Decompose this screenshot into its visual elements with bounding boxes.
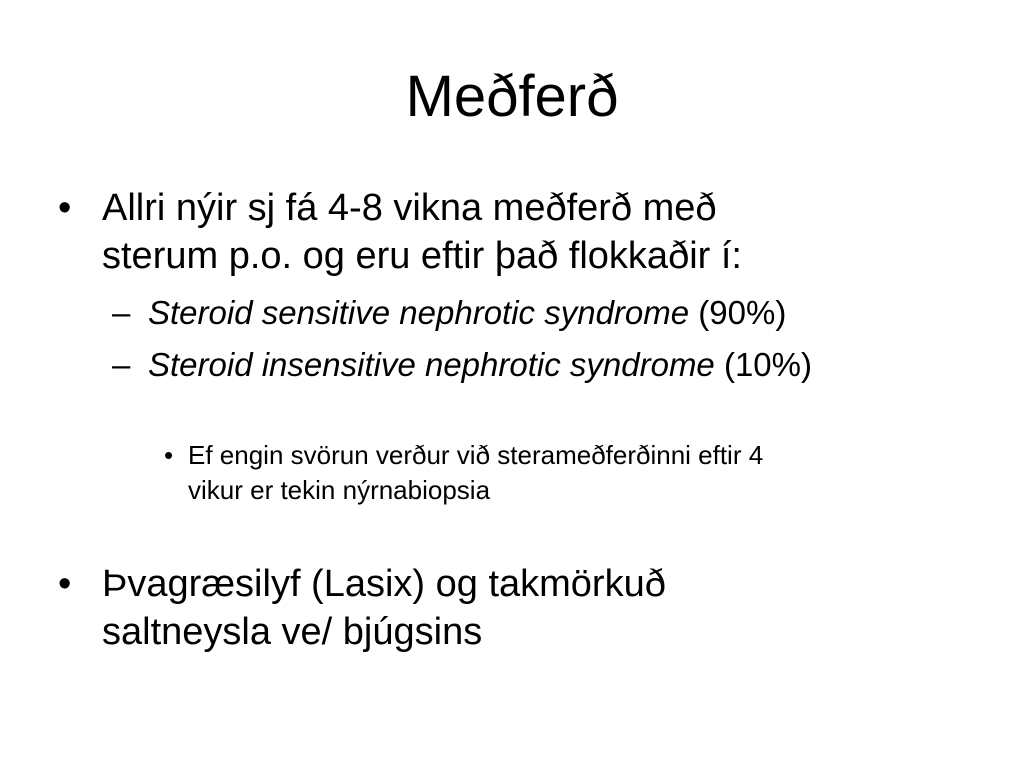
slide-title: Meðferð (405, 64, 619, 129)
subsub-line: Ef engin svörun verður við sterameðferðinni eftir 4 (188, 440, 764, 470)
dash-marker: – (112, 346, 131, 383)
dash-marker: – (112, 294, 131, 331)
bullet-line: sterum p.o. og eru eftir það flokkaðir í: (102, 235, 742, 277)
subitem-steroid-insensitive (112, 344, 992, 386)
subsub-item-biopsy (164, 438, 964, 508)
bullet-line: saltneysla ve/ bjúgsins (102, 611, 483, 653)
bullet-marker: • (58, 563, 72, 605)
bullet-line: Allri nýir sj fá 4-8 vikna meðferð með (102, 187, 717, 229)
subsub-line: vikur er tekin nýrnabiopsia (188, 475, 491, 505)
bullet-marker: • (164, 440, 174, 470)
syndrome-name: Steroid insensitive nephrotic syndrome (148, 346, 715, 383)
syndrome-name: Steroid sensitive nephrotic syndrome (148, 294, 690, 331)
syndrome-percentage: (90%) (689, 294, 787, 331)
subitem-steroid-sensitive (112, 292, 992, 334)
bullet-item-treatment (58, 184, 958, 280)
bullet-text (102, 184, 742, 280)
bullet-marker: • (58, 187, 72, 229)
bullet-item-diuretics (58, 560, 958, 656)
subitem-text (148, 344, 812, 386)
subsub-text (188, 438, 763, 508)
syndrome-percentage: (10%) (714, 346, 812, 383)
bullet-line: Þvagræsilyf (Lasix) og takmörkuð (102, 563, 666, 605)
bullet-text (102, 560, 666, 656)
subitem-text (148, 292, 786, 334)
